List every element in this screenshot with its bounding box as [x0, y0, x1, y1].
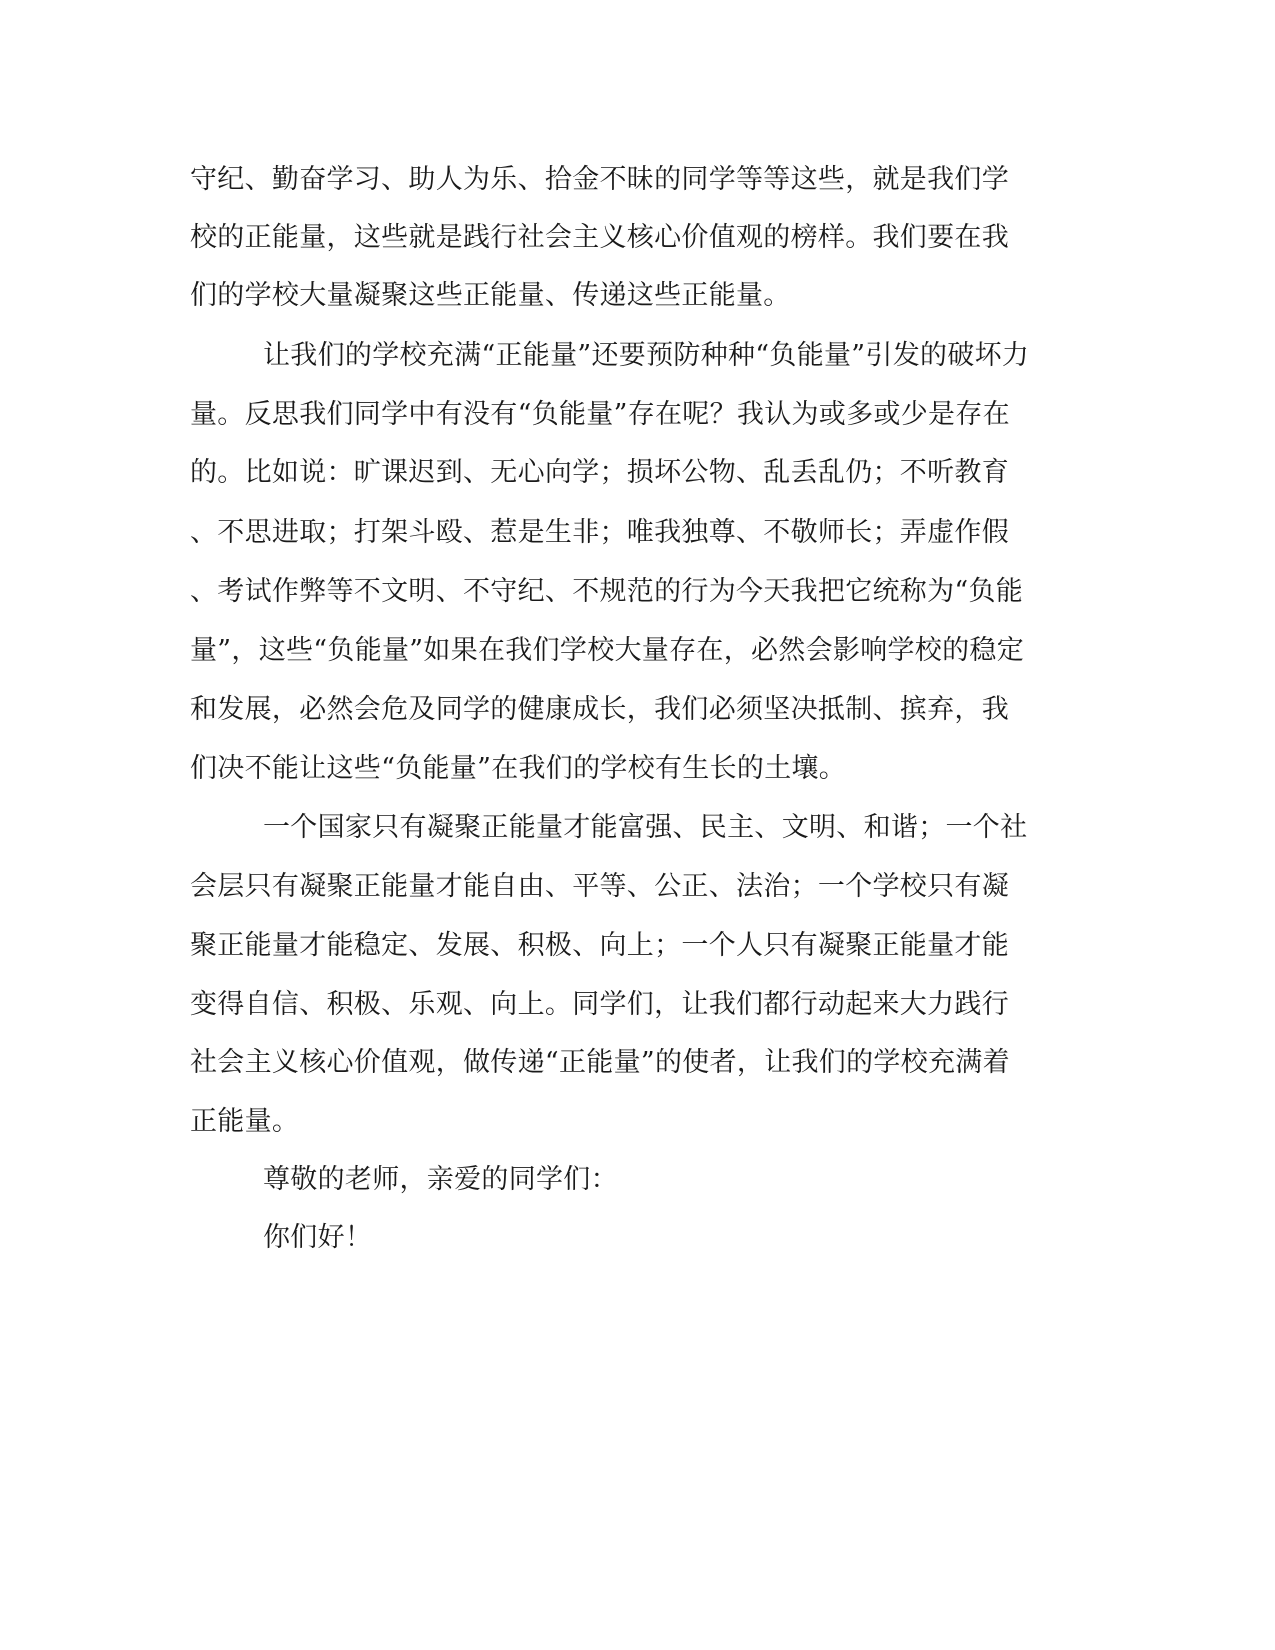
- paragraph-line: 的。比如说：旷课迟到、无心向学；损坏公物、乱丢乱仍；不听教育: [190, 457, 1009, 488]
- paragraph-line: 们的学校大量凝聚这些正能量、传递这些正能量。: [190, 280, 791, 311]
- paragraph-line: 、不思进取；打架斗殴、惹是生非；唯我独尊、不敬师长；弄虚作假: [190, 517, 1009, 548]
- paragraph-line: 正能量。: [190, 1106, 300, 1137]
- paragraph-line: 变得自信、积极、乐观、向上。同学们，让我们都行动起来大力践行: [190, 989, 1009, 1020]
- paragraph-line: 聚正能量才能稳定、发展、积极、向上；一个人只有凝聚正能量才能: [190, 930, 1009, 961]
- paragraph-line: 一个国家只有凝聚正能量才能富强、民主、文明、和谐；一个社: [263, 812, 1028, 843]
- greeting-line: 你们好！: [263, 1222, 373, 1253]
- paragraph-line: 量。反思我们同学中有没有“负能量”存在呢？我认为或多或少是存在: [190, 399, 1010, 430]
- paragraph-line: 守纪、勤奋学习、助人为乐、拾金不昧的同学等等这些，就是我们学: [190, 164, 1009, 195]
- paragraph-line: 量”，这些“负能量”如果在我们学校大量存在，必然会影响学校的稳定: [190, 635, 1025, 666]
- paragraph-line: 让我们的学校充满“正能量”还要预防种种“负能量”引发的破坏力: [263, 340, 1030, 371]
- paragraph-line: 们决不能让这些“负能量”在我们的学校有生长的土壤。: [190, 753, 847, 784]
- salutation-line: 尊敬的老师，亲爱的同学们：: [263, 1164, 618, 1195]
- paragraph-line: 校的正能量，这些就是践行社会主义核心价值观的榜样。我们要在我: [190, 222, 1009, 253]
- paragraph-line: 社会主义核心价值观，做传递“正能量”的使者，让我们的学校充满着: [190, 1047, 1010, 1078]
- paragraph-line: 会层只有凝聚正能量才能自由、平等、公正、法治；一个学校只有凝: [190, 871, 1009, 902]
- paragraph-line: 、考试作弊等不文明、不守纪、不规范的行为今天我把它统称为“负能: [190, 576, 1024, 607]
- paragraph-line: 和发展，必然会危及同学的健康成长，我们必须坚决抵制、摈弃，我: [190, 694, 1009, 725]
